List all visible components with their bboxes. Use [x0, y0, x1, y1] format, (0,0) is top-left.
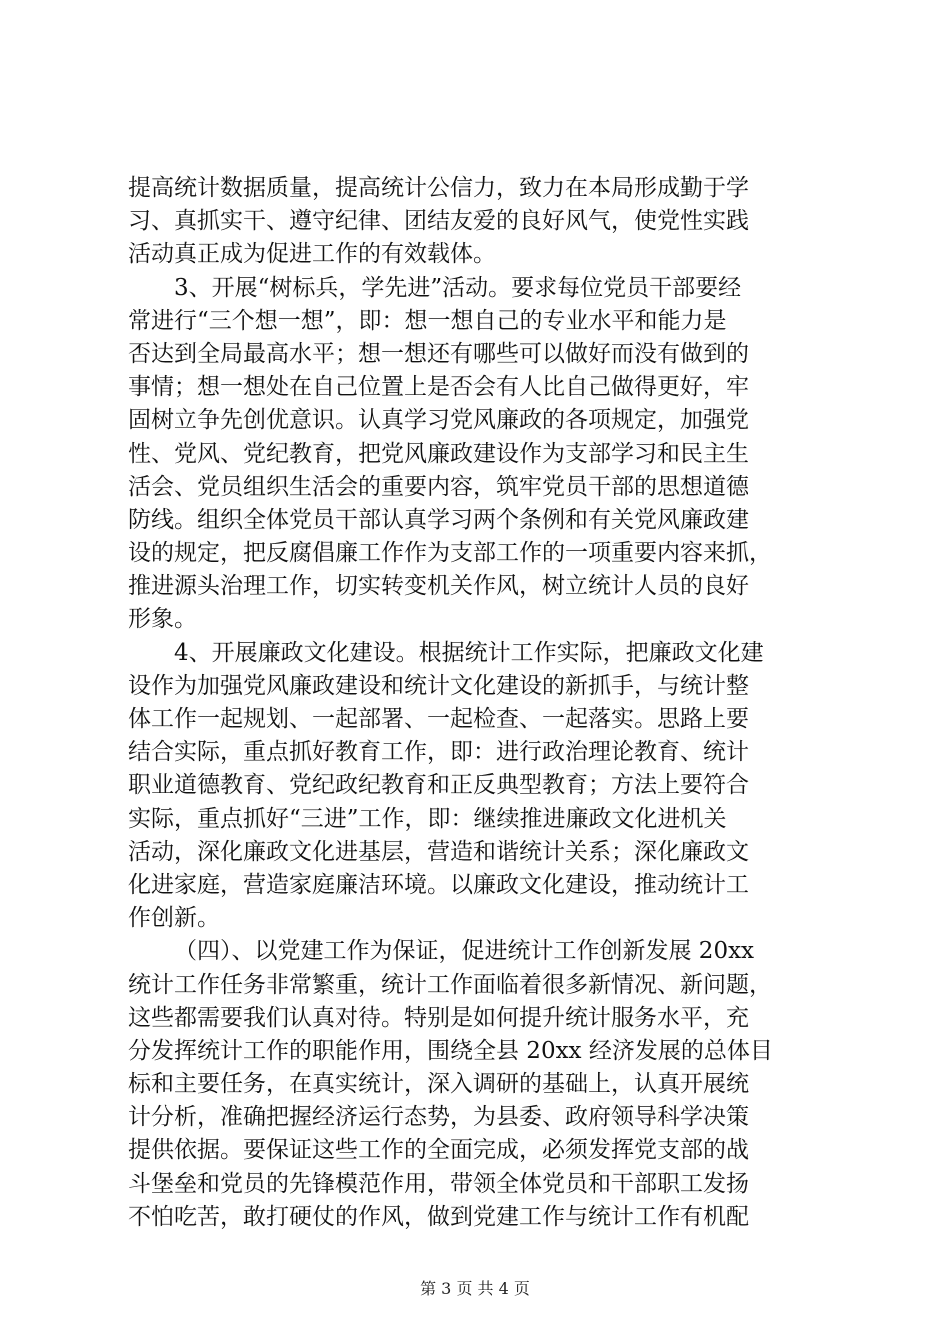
text-line: 体工作一起规划、一起部署、一起检查、一起落实。思路上要	[128, 706, 749, 732]
section-four-heading-line: （四）、以党建工作为保证，促进统计工作创新发展 20xx	[174, 938, 755, 965]
text-line: 实际，重点抓好“三进”工作，即：继续推进廉政文化进机关	[128, 805, 727, 832]
text-line: 习、真抓实干、遵守纪律、团结友爱的良好风气，使党性实践	[128, 208, 749, 235]
text-line: 结合实际，重点抓好教育工作，即：进行政治理论教育、统计	[128, 739, 749, 766]
paragraph-4-heading-line: 4、开展廉政文化建设。根据统计工作实际，把廉政文化建	[174, 639, 764, 666]
text-line: 化进家庭，营造家庭廉洁环境。以廉政文化建设，推动统计工	[128, 871, 749, 898]
text-line: 标和主要任务，在真实统计，深入调研的基础上，认真开展统	[128, 1071, 749, 1098]
text-line: 分发挥统计工作的职能作用，围绕全县 20xx 经济发展的总体目	[128, 1037, 773, 1064]
text-line: 固树立争先创优意识。认真学习党风廉政的各项规定，加强党	[128, 407, 749, 434]
text-line: 常进行“三个想一想”，即：想一想自己的专业水平和能力是	[128, 307, 727, 334]
text-line: 防线。组织全体党员干部认真学习两个条例和有关党风廉政建	[128, 506, 749, 533]
text-line: 活会、党员组织生活会的重要内容，筑牢党员干部的思想道德	[128, 473, 749, 500]
text-line: 活动真正成为促进工作的有效载体。	[128, 241, 496, 268]
text-line: 作创新。	[128, 905, 220, 932]
text-line: 活动，深化廉政文化进基层，营造和谐统计关系；深化廉政文	[128, 838, 749, 865]
text-line: 设作为加强党风廉政建设和统计文化建设的新抓手，与统计整	[128, 672, 749, 699]
text-line: 否达到全局最高水平；想一想还有哪些可以做好而没有做到的	[128, 340, 749, 367]
text-line: 提供依据。要保证这些工作的全面完成，必须发挥党支部的战	[128, 1137, 749, 1164]
text-line: 统计工作任务非常繁重，统计工作面临着很多新情况、新问题，	[128, 971, 772, 998]
text-line: 不怕吃苦，敢打硬仗的作风，做到党建工作与统计工作有机配	[128, 1203, 749, 1230]
text-line: 设的规定，把反腐倡廉工作作为支部工作的一项重要内容来抓，	[128, 540, 772, 567]
text-line: 提高统计数据质量，提高统计公信力，致力在本局形成勤于学	[128, 175, 749, 201]
text-line: 性、党风、党纪教育，把党风廉政建设作为支部学习和民主生	[128, 440, 749, 467]
document-body	[128, 172, 838, 1234]
text-line: 这些都需要我们认真对待。特别是如何提升统计服务水平，充	[128, 1004, 749, 1031]
paragraph-3-heading-line: 3、开展“树标兵，学先进”活动。要求每位党员干部要经	[174, 274, 742, 301]
page-number-footer: 第 3 页 共 4 页	[420, 1279, 530, 1298]
text-line: 推进源头治理工作，切实转变机关作风，树立统计人员的良好	[128, 573, 749, 600]
text-line: 计分析，准确把握经济运行态势，为县委、政府领导科学决策	[128, 1104, 749, 1131]
text-line: 形象。	[128, 606, 197, 633]
text-line: 事情；想一想处在自己位置上是否会有人比自己做得更好，牢	[128, 374, 749, 401]
text-line: 职业道德教育、党纪政纪教育和正反典型教育；方法上要符合	[128, 772, 749, 799]
text-line: 斗堡垒和党员的先锋模范作用，带领全体党员和干部职工发扬	[128, 1170, 749, 1197]
